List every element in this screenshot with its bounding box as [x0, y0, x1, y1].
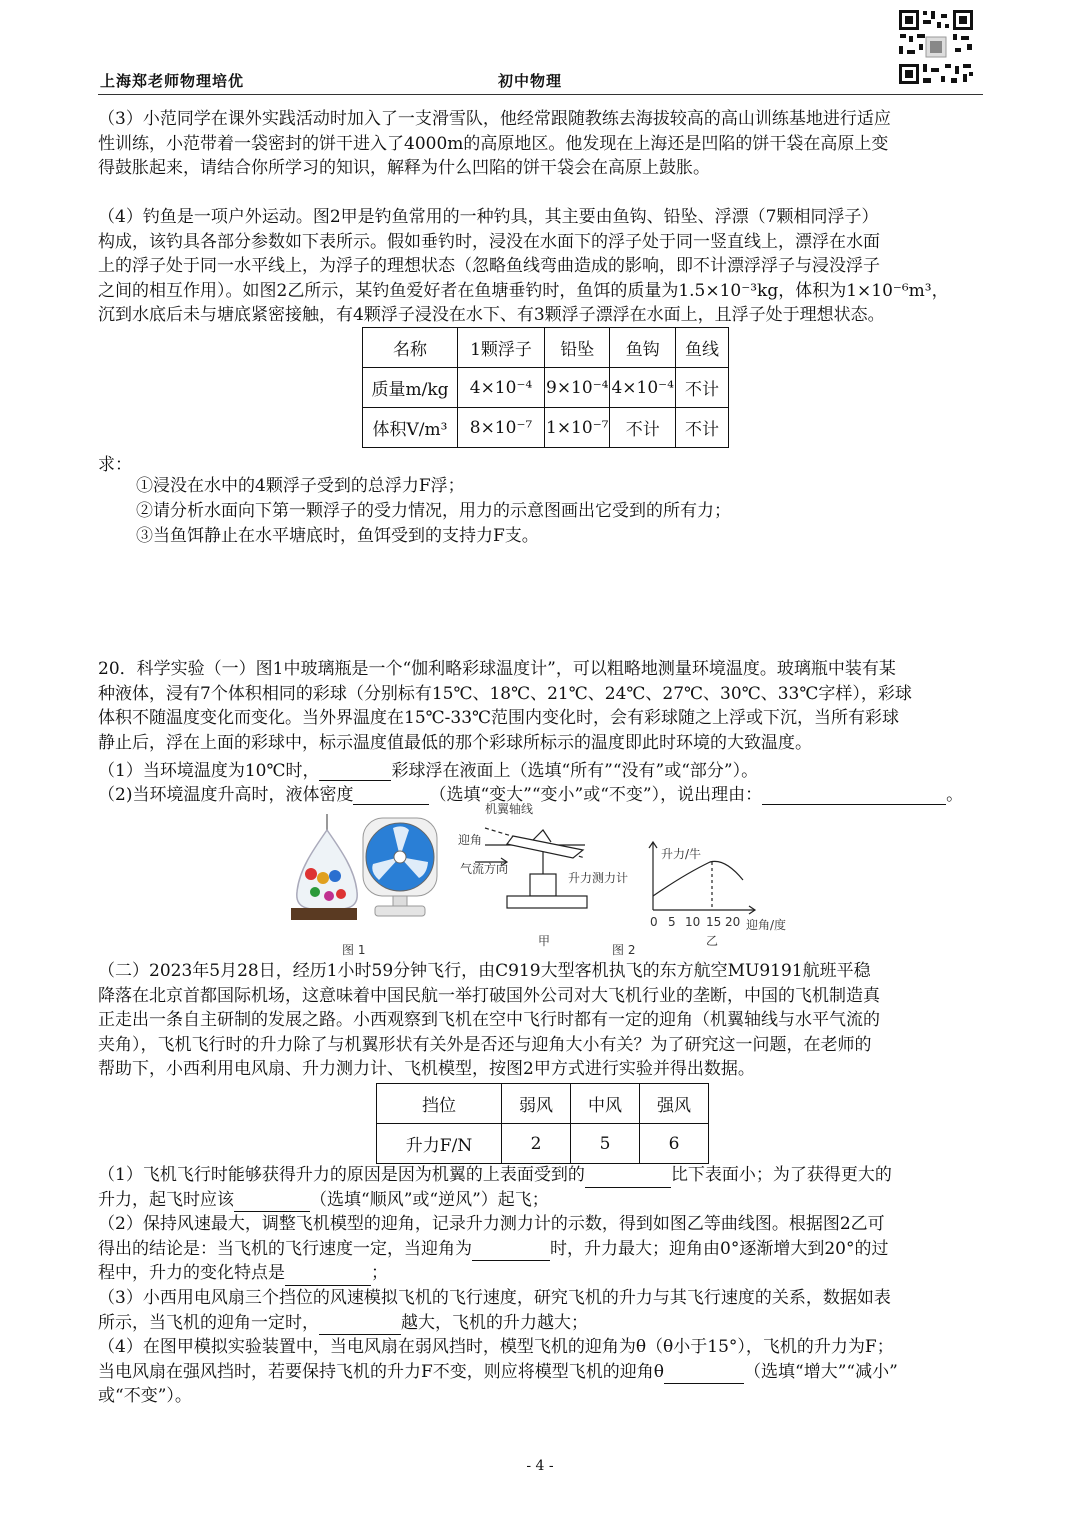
x-axis-label: 迎角/度 — [746, 918, 787, 932]
float-parameters-table — [362, 327, 729, 448]
lift-data-table — [376, 1083, 709, 1164]
x-tick-label: 0 — [650, 915, 658, 929]
experiment-figures — [285, 800, 775, 960]
text-fragment: 得出的结论是：当飞机的飞行速度一定，当迎角为 — [98, 1238, 472, 1259]
text-line: 上的浮子处于同一水平线上，为浮子的理想状态（忽略鱼线弯曲造成的影响，即不计漂浮浮子与浸没浮子 — [98, 256, 880, 277]
x-tick-label: 20 — [725, 915, 741, 929]
question-line — [98, 1311, 983, 1336]
ask-list — [136, 474, 731, 549]
question-line: （2）保持风速最大，调整飞机模型的迎角，记录升力测力计的示数，得到如图乙等曲线图。根据图2乙可 — [98, 1214, 885, 1235]
sub-questions — [98, 1163, 983, 1409]
question-3 — [98, 107, 983, 181]
sub-figure-label: 乙 — [706, 934, 719, 948]
answer-blank[interactable] — [319, 763, 391, 781]
table-cell: 不计 — [610, 408, 675, 448]
table-cell: 1颗浮子 — [458, 328, 545, 368]
text-line: 体积不随温度变化而变化。当外界温度在15℃-33℃范围内变化时，会有彩球随之上浮或下沉，当所有彩球 — [98, 708, 900, 729]
text-line: （4）钓鱼是一项户外运动。图2甲是钓鱼常用的一种钓具，其主要由鱼钩、铅坠、浮漂（7颗相同浮子） — [98, 207, 879, 227]
table-cell: 强风 — [640, 1084, 709, 1124]
wing-axis-label: 机翼轴线 — [485, 802, 534, 816]
text-fragment: （1）当环境温度为10℃时， — [98, 761, 320, 781]
answer-blank[interactable] — [285, 1268, 371, 1286]
question-line — [98, 1360, 983, 1385]
table-cell: 体积V/m³ — [363, 408, 458, 448]
part-2-intro — [98, 959, 983, 1082]
text-line: 20．科学实验（一）图1中玻璃瓶是一个“伽利略彩球温度计”，可以粗略地测量环境温度。玻璃瓶中装有某 — [98, 659, 896, 679]
question-line — [98, 1237, 983, 1262]
text-line: （二）2023年5月28日，经历1小时59分钟飞行，由C919大型客机执飞的东方航空MU9191航班平稳 — [98, 961, 871, 981]
table-cell: 升力F/N — [377, 1124, 502, 1164]
text-fragment: 比下表面小；为了获得更大的 — [670, 1165, 892, 1185]
table-cell: 不计 — [675, 368, 728, 408]
answer-blank[interactable] — [762, 787, 946, 805]
question-line — [98, 1261, 983, 1286]
answer-blank[interactable] — [319, 1317, 401, 1335]
text-fragment: 越大，飞机的升力越大； — [401, 1312, 588, 1333]
figure-caption: 图 1 — [342, 943, 366, 957]
list-item: ①浸没在水中的4颗浮子受到的总浮力F浮； — [136, 476, 465, 496]
table-cell: 质量m/kg — [363, 368, 458, 408]
answer-blank[interactable] — [585, 1170, 671, 1188]
text-fragment: ； — [371, 1263, 388, 1284]
table-row — [377, 1084, 709, 1124]
qr-code-icon — [897, 8, 975, 86]
attack-angle-label: 迎角 — [458, 833, 483, 847]
table-cell: 弱风 — [502, 1084, 571, 1124]
question-4 — [98, 205, 983, 328]
table-row — [377, 1124, 709, 1164]
page-number: - 4 - — [526, 1458, 554, 1474]
answer-blank[interactable] — [234, 1194, 310, 1212]
figure-caption: 图 2 — [612, 943, 636, 957]
answer-blank[interactable] — [472, 1243, 550, 1261]
text-fragment: 时，升力最大；迎角由0°逐渐增大到20°的过 — [550, 1238, 889, 1259]
table-cell: 中风 — [571, 1084, 640, 1124]
table-cell: 鱼线 — [675, 328, 728, 368]
answer-blank[interactable] — [664, 1366, 744, 1384]
text-fragment: （选填“顺风”或“逆风”）起飞； — [310, 1189, 549, 1210]
text-fragment: 程中，升力的变化特点是 — [98, 1263, 285, 1284]
table-cell: 6 — [640, 1124, 709, 1164]
text-line: 正走出一条自主研制的发展之路。小西观察到飞机在空中飞行时都有一定的迎角（机翼轴线与水平气流的 — [98, 1010, 880, 1031]
text-line: 构成，该钓具各部分参数如下表所示。假如垂钓时，浸没在水面下的浮子处于同一竖直线上，漂浮在水面 — [98, 231, 880, 252]
table-cell: 8×10⁻⁷ — [458, 408, 545, 448]
question-line: （4）在图甲模拟实验装置中，当电风扇在弱风挡时，模型飞机的迎角为θ（θ小于15°），飞机的升力为F； — [98, 1337, 894, 1358]
x-tick-label: 5 — [668, 915, 676, 929]
lift-meter-label: 升力测力计 — [568, 871, 629, 885]
text-line: 静止后，浮在上面的彩球中，标示温度值最低的那个彩球所标示的温度即此时环境的大致温度。 — [98, 732, 812, 753]
x-tick-label: 10 — [685, 915, 701, 929]
table-cell: 2 — [502, 1124, 571, 1164]
table-cell: 5 — [571, 1124, 640, 1164]
airflow-label: 气流方向 — [460, 862, 509, 876]
text-fragment: （选填“变大”“变小”或“不变”），说出理由： — [429, 785, 763, 805]
text-fragment: 当电风扇在强风挡时，若要保持飞机的升力F不变，则应将模型飞机的迎角θ — [98, 1361, 665, 1382]
table-cell: 4×10⁻⁴ — [458, 368, 545, 408]
text-fragment: 所示，当飞机的迎角一定时， — [98, 1312, 319, 1333]
text-line: 之间的相互作用）。如图2乙所示，某钓鱼爱好者在鱼塘垂钓时，鱼饵的质量为1.5×10⁻³kg，体积为1×10⁻⁶m³， — [98, 280, 949, 301]
table-cell: 9×10⁻⁴ — [545, 368, 610, 408]
text-fragment: （2)当环境温度升高时，液体密度 — [98, 785, 354, 805]
x-tick-label: 15 — [706, 915, 722, 929]
header-left: 上海郑老师物理培优 — [100, 72, 245, 90]
text-fragment: 。 — [946, 785, 964, 805]
text-line: 沉到水底后未与塘底紧密接触，有4颗浮子浸没在水下、有3颗浮子漂浮在水面上，且浮子处于理想状态。 — [98, 305, 885, 326]
text-line: 降落在北京首都国际机场，这意味着中国民航一举打破国外公司对大飞机行业的垄断，中国的飞机制造真 — [98, 985, 880, 1006]
question-line — [98, 1188, 983, 1213]
ask-title: 求： — [98, 455, 132, 475]
table-row — [363, 368, 729, 408]
text-fragment: （选填“增大”“减小” — [744, 1361, 898, 1382]
table-cell: 不计 — [675, 408, 728, 448]
header-center: 初中物理 — [498, 72, 563, 90]
table-row — [363, 408, 729, 448]
text-line: 得鼓胀起来，请结合你所学习的知识，解释为什么凹陷的饼干袋会在高原上鼓胀。 — [98, 158, 710, 179]
y-axis-label: 升力/牛 — [661, 847, 702, 861]
table-cell: 挡位 — [377, 1084, 502, 1124]
galileo-thermometer-illustration — [291, 814, 357, 920]
question-20-1 — [98, 756, 758, 781]
table-cell: 1×10⁻⁷ — [545, 408, 610, 448]
text-line: 夹角），飞机飞行时的升力除了与机翼形状有关外是否还与迎角大小有关？为了研究这一问题，在老师的 — [98, 1034, 872, 1055]
question-20 — [98, 657, 983, 755]
text-line: 种液体，浸有7个体积相同的彩球（分别标有15℃、18℃、21℃、24℃、27℃、30℃、33℃字样），彩球 — [98, 683, 912, 704]
question-line: 或“不变”）。 — [98, 1386, 192, 1407]
table-cell: 铅坠 — [545, 328, 610, 368]
table-cell: 4×10⁻⁴ — [610, 368, 675, 408]
text-line: 性训练，小范带着一袋密封的饼干进入了4000m的高原地区。他发现在上海还是凹陷的饼干袋在高原上变 — [98, 133, 889, 154]
header-rule — [98, 94, 983, 95]
table-cell: 名称 — [363, 328, 458, 368]
list-item: ③当鱼饵静止在水平塘底时，鱼饵受到的支持力F支。 — [136, 526, 539, 546]
sub-figure-label: 甲 — [538, 934, 551, 948]
table-cell: 鱼钩 — [610, 328, 675, 368]
text-line: 帮助下，小西利用电风扇、升力测力计、飞机模型，按图2甲方式进行实验并得出数据。 — [98, 1059, 755, 1080]
text-fragment: 升力，起飞时应该 — [98, 1189, 234, 1210]
electric-fan-illustration — [363, 818, 437, 916]
question-line — [98, 1163, 983, 1188]
text-fragment: 彩球浮在液面上（选填“所有”“没有”或“部分”）。 — [391, 761, 759, 781]
list-item: ②请分析水面向下第一颗浮子的受力情况，用力的示意图画出它受到的所有力； — [136, 501, 731, 521]
table-row — [363, 328, 729, 368]
question-line: （3）小西用电风扇三个挡位的风速模拟飞机的飞行速度，研究飞机的升力与其飞行速度的关系，数据如表 — [98, 1287, 891, 1308]
text-line: （3）小范同学在课外实践活动时加入了一支滑雪队，他经常跟随教练去海拔较高的高山训练基地进行适应 — [98, 109, 891, 129]
text-fragment: （1）飞机飞行时能够获得升力的原因是因为机翼的上表面受到的 — [98, 1165, 585, 1185]
